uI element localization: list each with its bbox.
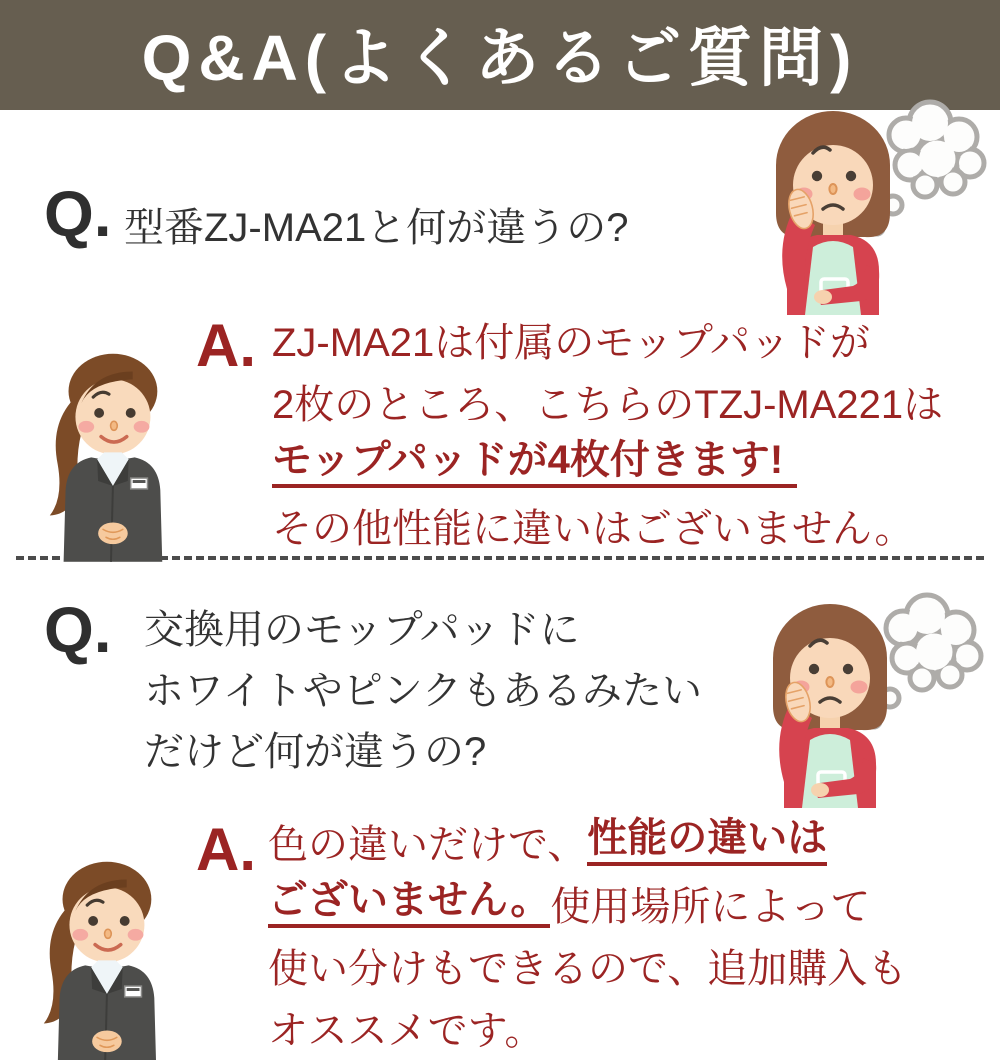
answer2-line2-normal: 使用場所によって xyxy=(550,884,871,929)
answer2-line2 xyxy=(268,872,907,934)
answer1-emphasis: モップパッドが4枚付きます! xyxy=(272,438,797,488)
thinking-woman-icon xyxy=(762,578,987,808)
question2-label: Q. xyxy=(44,594,112,666)
page-title: Q&A(よくあるご質問) xyxy=(141,22,859,94)
question2-line3: だけど何が違うの? xyxy=(144,730,487,774)
question2-line1: 交換用のモップパッドに xyxy=(144,608,580,652)
answer2-line2-emphasis: ございません。 xyxy=(268,878,550,928)
support-woman-icon xyxy=(28,838,176,1060)
answer2-label: A. xyxy=(196,816,256,883)
answer2-line1-emphasis: 性能の違いは xyxy=(587,816,827,866)
answer1-line1: ZJ-MA21は付属のモップパッドが xyxy=(272,320,870,365)
question1-label: Q. xyxy=(44,178,112,250)
answer2-line4: オススメです。 xyxy=(268,1008,545,1053)
answer2-text xyxy=(268,810,907,1058)
question1-text: 型番ZJ-MA21と何が違うの? xyxy=(124,206,629,250)
answer1-line3 xyxy=(272,432,943,494)
answer1-text xyxy=(272,308,943,556)
support-woman-icon xyxy=(34,330,182,562)
answer1-label: A. xyxy=(196,312,256,379)
answer2-line1 xyxy=(268,810,907,872)
answer2-line1-normal: 色の違いだけで、 xyxy=(268,822,588,867)
thinking-woman-icon xyxy=(765,85,990,315)
answer1-line4: その他性能に違いはございません。 xyxy=(272,506,915,551)
answer1-line2: 2枚のところ、こちらのTZJ-MA221は xyxy=(272,382,944,427)
answer2-line3: 使い分けもできるので、追加購入も xyxy=(268,946,908,991)
question2-text xyxy=(144,596,702,779)
question2-line2: ホワイトやピンクもあるみたい xyxy=(144,669,702,713)
